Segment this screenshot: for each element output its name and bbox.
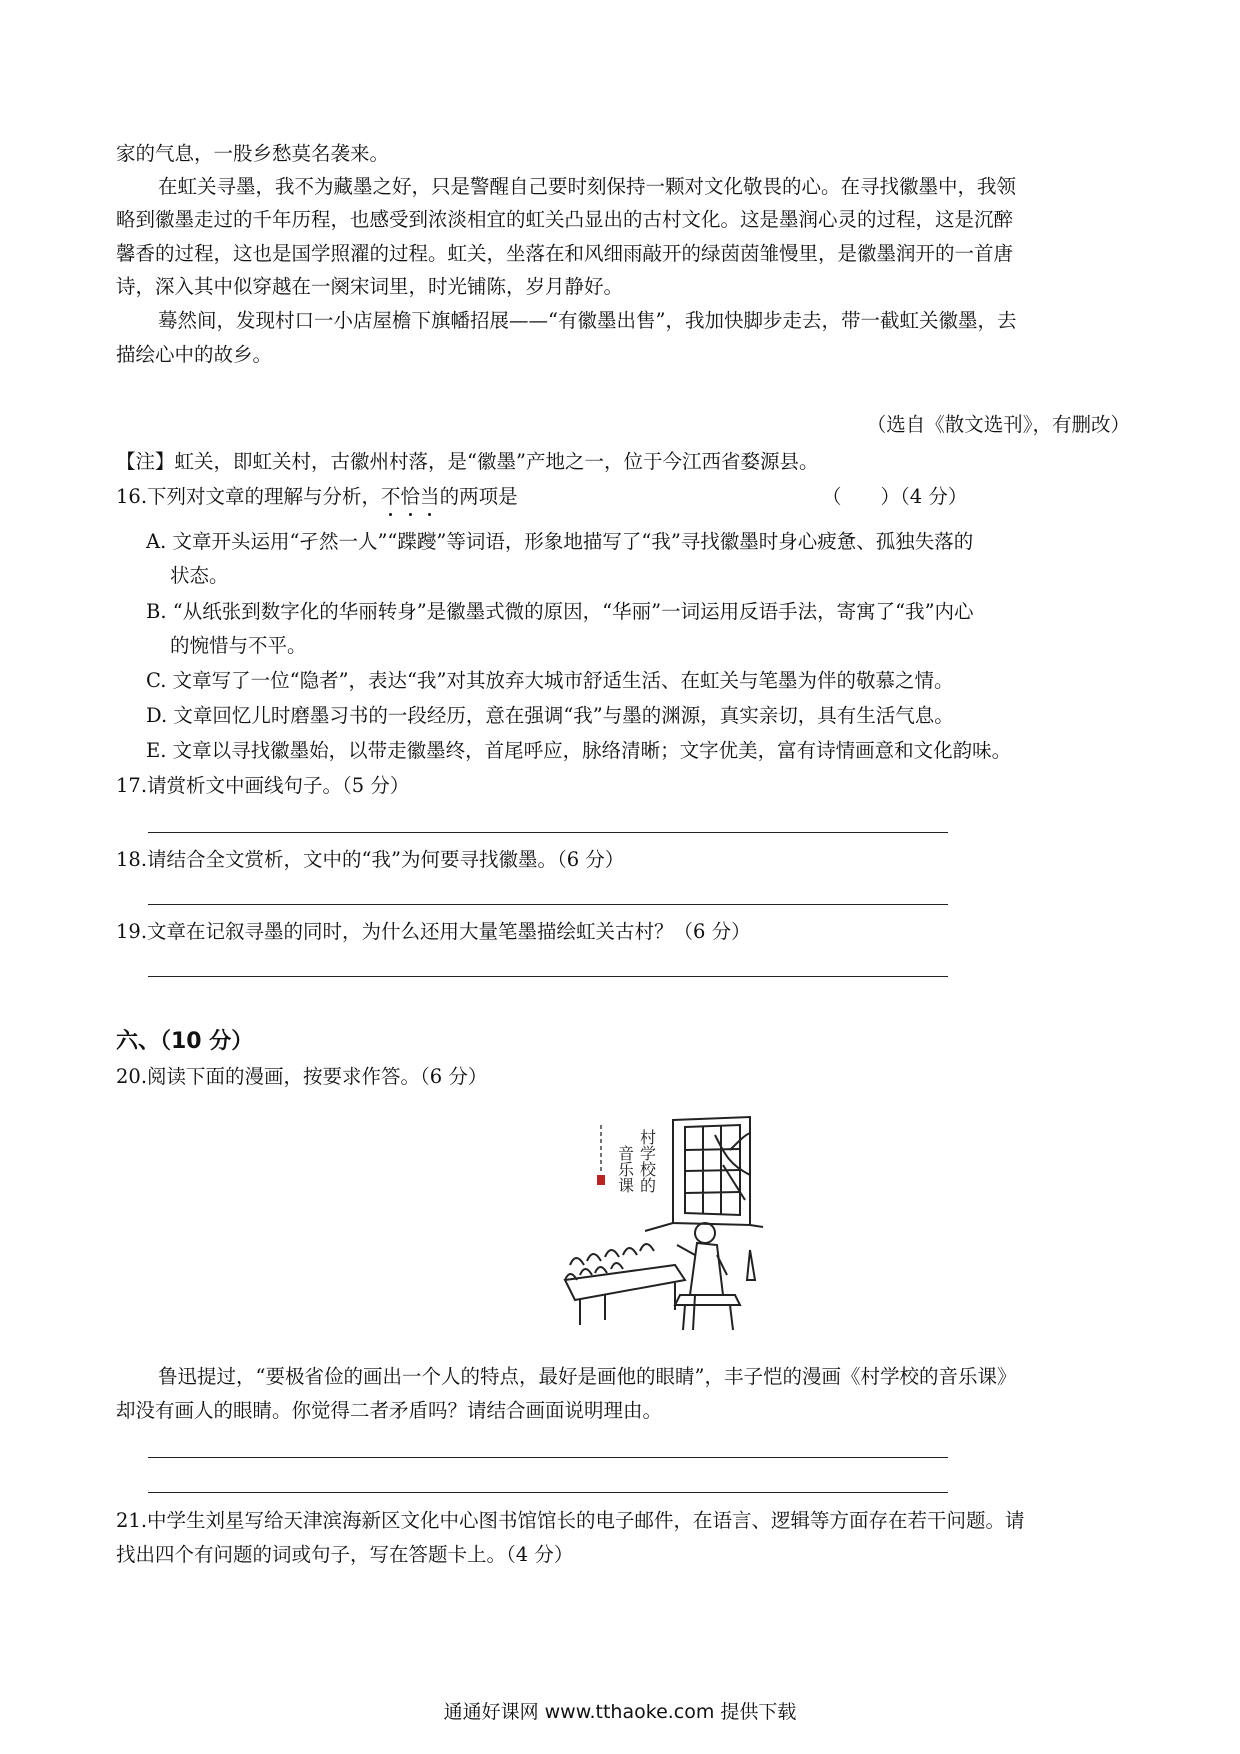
passage-line: 在虹关寻墨，我不为藏墨之好，只是警醒自己要时刻保持一颗对文化敬畏的心。在寻找徽墨中，我领: [158, 175, 1017, 198]
option-a-cont: 状态。: [170, 564, 229, 587]
question-21-cont: 找出四个有问题的词或句子，写在答题卡上。（4 分）: [116, 1543, 574, 1566]
passage-line: 家的气息，一股乡愁莫名袭来。: [116, 142, 390, 165]
question-16-prefix: 16.下列对文章的理解与分析，: [116, 485, 382, 508]
question-17: 17.请赏析文中画线句子。（5 分）: [116, 774, 410, 797]
emphasis-char: 不: [381, 483, 401, 511]
question-20: 20.阅读下面的漫画，按要求作答。（6 分）: [116, 1065, 488, 1088]
question-16: [116, 483, 1136, 511]
section-heading: 六、（10 分）: [116, 1029, 254, 1054]
question-19: 19.文章在记叙寻墨的同时，为什么还用大量笔墨描绘虹关古村？（6 分）: [116, 920, 751, 943]
passage-line: 略到徽墨走过的千年历程，也感受到浓淡相宜的虹关凸显出的古村文化。这是墨润心灵的过程，这是沉醉: [116, 208, 1014, 231]
answer-line[interactable]: [148, 832, 948, 833]
comic-caption-1: 村学校的: [637, 1129, 657, 1193]
passage-line: 描绘心中的故乡。: [116, 343, 273, 366]
passage-line: 蓦然间，发现村口一小店屋檐下旗幡招展——“有徽墨出售”，我加快脚步走去，带一截虹关徽墨，去: [158, 309, 1017, 332]
question-20-text: 却没有画人的眼睛。你觉得二者矛盾吗？请结合画面说明理由。: [116, 1399, 663, 1422]
question-16-suffix: 的两项是: [439, 485, 518, 508]
passage-note: 【注】虹关，即虹关村，古徽州村落，是“徽墨”产地之一，位于今江西省婺源县。: [116, 450, 819, 473]
option-e: E. 文章以寻找徽墨始，以带走徽墨终，首尾呼应，脉络清晰；文字优美，富有诗情画意和文化韵味。: [146, 739, 1012, 762]
question-21: 21.中学生刘星写给天津滨海新区文化中心图书馆馆长的电子邮件，在语言、逻辑等方面存在若干问题。请: [116, 1509, 1025, 1532]
passage-line: 馨香的过程，这也是国学照濯的过程。虹关，坐落在和风细雨敲开的绿茵茵雏慢里，是徽墨润开的一首唐: [116, 242, 1014, 265]
passage-line: 诗，深入其中似穿越在一阕宋词里，时光铺陈，岁月静好。: [116, 275, 624, 298]
emphasis-char: 当: [420, 483, 440, 511]
question-16-score: （ ）（4 分）: [822, 485, 968, 508]
page-footer: 通通好课网 www.tthaoke.com 提供下载: [443, 1701, 797, 1723]
option-d: D. 文章回忆儿时磨墨习书的一段经历，意在强调“我”与墨的渊源，真实亲切，具有生活气息。: [146, 704, 954, 727]
comic-caption-2: 音乐课: [615, 1145, 635, 1193]
question-20-text: 鲁迅提过，“要极省俭的画出一个人的特点，最好是画他的眼睛”，丰子恺的漫画《村学校的音乐课》: [158, 1365, 1017, 1388]
answer-line[interactable]: [148, 1492, 948, 1493]
answer-line[interactable]: [148, 1457, 948, 1458]
option-b: B. “从纸张到数字化的华丽转身”是徽墨式微的原因，“华丽”一词运用反语手法，寄寓了“我”内心: [146, 600, 974, 623]
answer-line[interactable]: [148, 904, 948, 905]
passage-source: （选自《散文选刊》，有删改）: [866, 413, 1130, 436]
seal-stamp: [597, 1175, 605, 1185]
emphasis-char: 恰: [401, 483, 421, 511]
answer-line[interactable]: [148, 976, 948, 977]
option-b-cont: 的惋惜与不平。: [170, 634, 307, 657]
option-c: C. 文章写了一位“隐者”，表达“我”对其放弃大城市舒适生活、在虹关与笔墨为伴的敬慕之情。: [146, 669, 954, 692]
option-a: A. 文章开头运用“孑然一人”“蹀躞”等词语，形象地描写了“我”寻找徽墨时身心疲惫、孤独失落的: [146, 530, 974, 553]
question-18: 18.请结合全文赏析，文中的“我”为何要寻找徽墨。（6 分）: [116, 848, 625, 871]
comic-illustration: [545, 1105, 765, 1345]
